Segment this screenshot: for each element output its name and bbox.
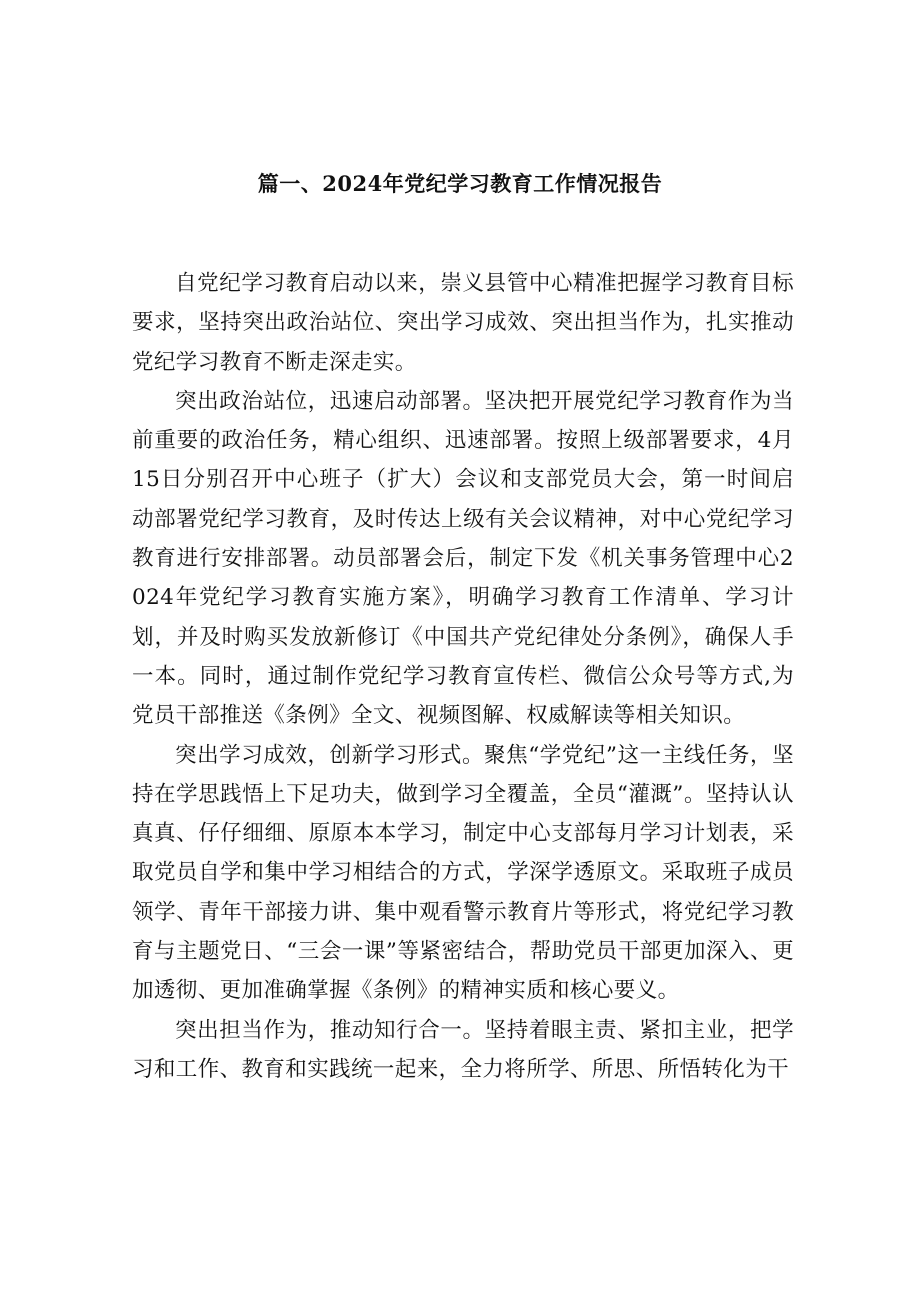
- paragraph-responsibility: 突出担当作为，推动知行合一。坚持着眼主责、紧扣主业，把学习和工作、教育和实践统一起来，全力将所学、所思、所悟转化为干: [132, 1017, 794, 1082]
- document-title: 篇一、2024年党纪学习教育工作情况报告: [257, 171, 663, 196]
- paragraph-political-stance: 突出政治站位，迅速启动部署。坚决把开展党纪学习教育作为当前重要的政治任务，精心组织、迅速部署。按照上级部署要求，4月15日分别召开中心班子（扩大）会议和支部党员大会，第一时间启动部署党纪学习教育，及时传达上级有关会议精神，对中心党纪学习教育进行安排部署。动员部署会后，制定下发《机关事务管理中心2024年党纪学习教育实施方案》，明确学习教育工作清单、学习计划，并及时购买发放新修订《中国共产党纪律处分条例》，确保人手一本。同时，通过制作党纪学习教育宣传栏、微信公众号等方式,为党员干部推送《条例》全文、视频图解、权威解读等相关知识。: [132, 388, 794, 729]
- document-body: [132, 264, 794, 1089]
- paragraph-learning-results: 突出学习成效，创新学习形式。聚焦“学党纪”这一主线任务，坚持在学思践悟上下足功夫，做到学习全覆盖，全员“灌溉”。坚持认认真真、仔仔细细、原原本本学习，制定中心支部每月学习计划表，采取党员自学和集中学习相结合的方式，学深学透原文。采取班子成员领学、青年干部接力讲、集中观看警示教育片等形式，将党纪学习教育与主题党日、“三会一课”等紧密结合，帮助党员干部更加深入、更加透彻、更加准确掌握《条例》的精神实质和核心要义。: [132, 742, 794, 1004]
- paragraph-intro: 自党纪学习教育启动以来，崇义县管中心精准把握学习教育目标要求，坚持突出政治站位、突出学习成效、突出担当作为，扎实推动党纪学习教育不断走深走实。: [132, 271, 794, 375]
